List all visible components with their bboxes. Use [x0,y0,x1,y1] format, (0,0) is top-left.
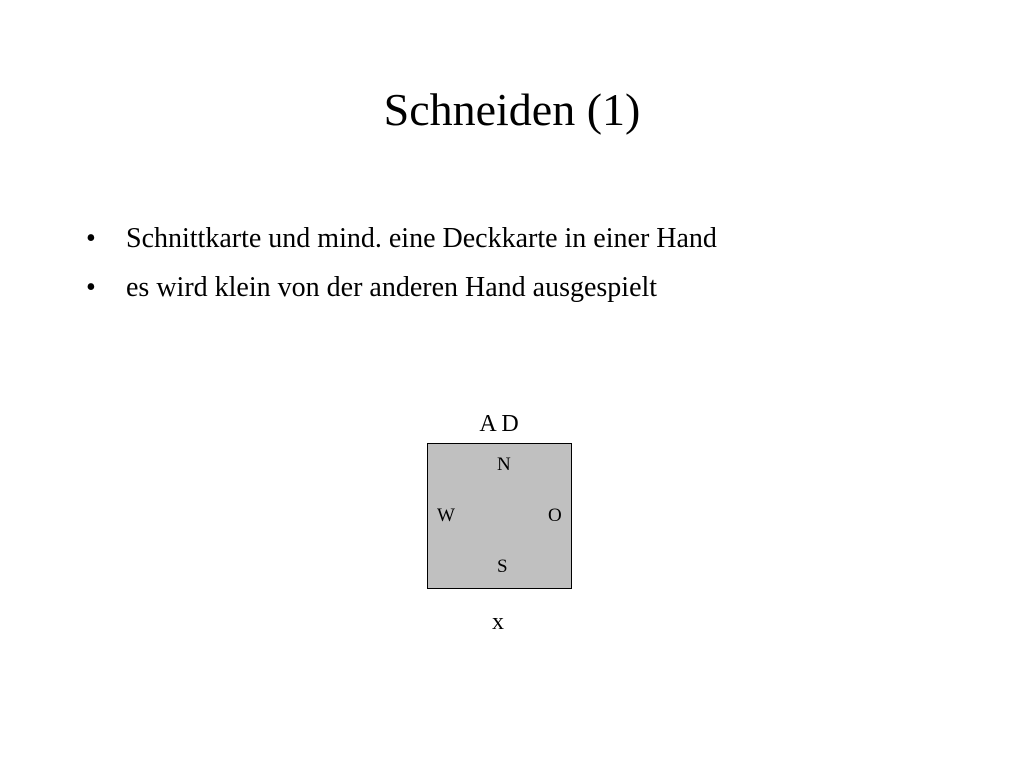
south-hand-cards: x [492,609,504,635]
bullet-text: Schnittkarte und mind. eine Deckkarte in einer Hand [126,223,717,254]
bridge-table-diagram [427,443,572,589]
compass-south-label: S [497,556,508,577]
compass-west-label: W [437,505,455,526]
north-hand-cards: A D [479,411,519,437]
compass-east-label: O [548,505,562,526]
bullet-list [86,222,717,320]
bullet-icon: • [86,223,96,254]
compass-north-label: N [497,454,511,475]
slide-title: Schneiden (1) [383,84,641,135]
bullet-icon: • [86,272,96,303]
bullet-item [86,271,717,305]
bullet-text: es wird klein von der anderen Hand ausgespielt [126,272,658,303]
bullet-item [86,222,717,256]
